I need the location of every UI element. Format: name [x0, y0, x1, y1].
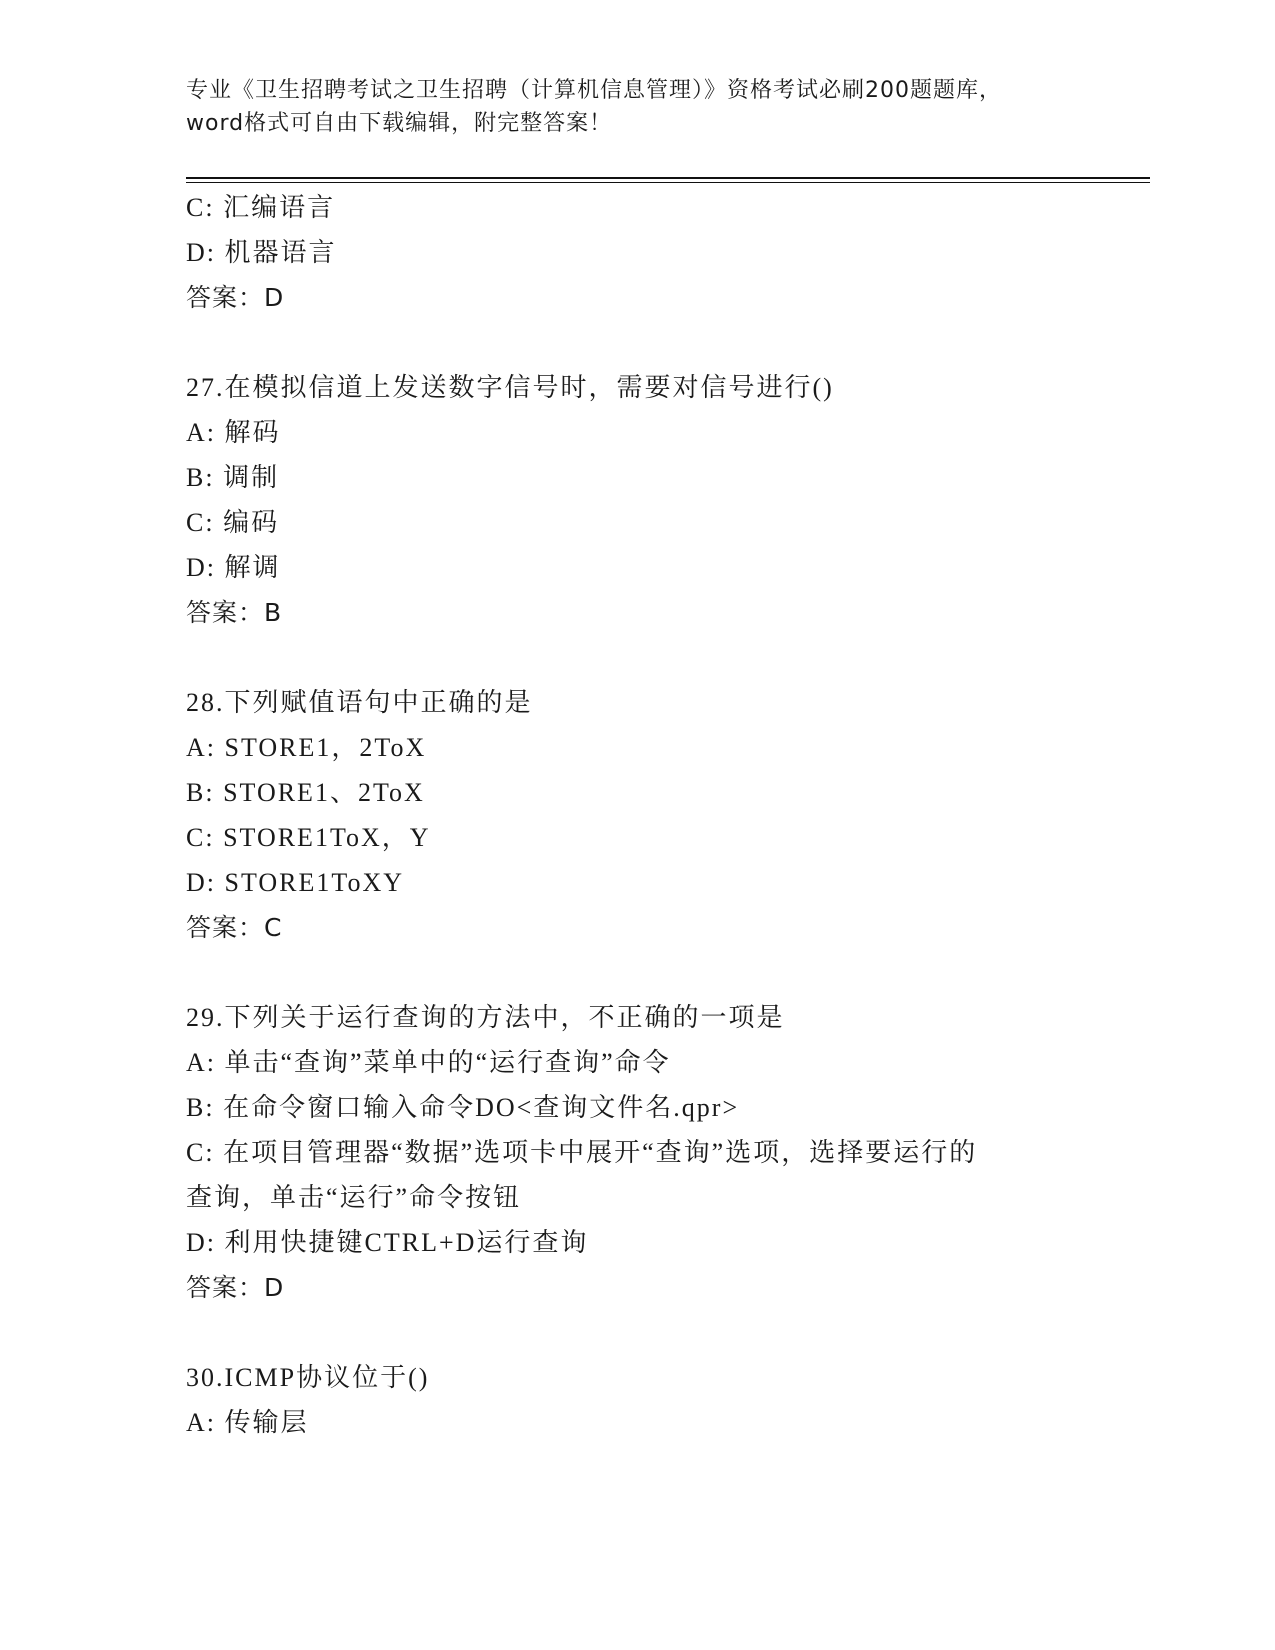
question-29-stem: 29.下列关于运行查询的方法中，不正确的一项是: [186, 1003, 785, 1032]
header-divider-thin: [186, 182, 1150, 183]
question-27-stem: 27.在模拟信道上发送数字信号时，需要对信号进行(): [186, 373, 834, 402]
question-28-option-b: B: STORE1、2ToX: [186, 778, 425, 807]
answer: 答案：D: [186, 283, 285, 312]
option-c: C: 汇编语言: [186, 193, 336, 222]
question-29-option-c-continued: 查询，单击“运行”命令按钮: [186, 1183, 522, 1212]
question-29-option-d: D: 利用快捷键CTRL+D运行查询: [186, 1228, 589, 1257]
question-27-option-c: C: 编码: [186, 508, 280, 537]
question-27-answer: 答案：B: [186, 598, 283, 627]
question-28-option-d: D: STORE1ToXY: [186, 868, 404, 897]
header-title-line-2: word格式可自由下载编辑，附完整答案！: [186, 111, 613, 136]
question-29-answer: 答案：D: [186, 1273, 285, 1302]
question-29-option-a: A: 单击“查询”菜单中的“运行查询”命令: [186, 1048, 671, 1077]
option-d: D: 机器语言: [186, 238, 337, 267]
question-28-option-a: A: STORE1，2ToX: [186, 733, 427, 762]
question-29-option-c: C: 在项目管理器“数据”选项卡中展开“查询”选项，选择要运行的: [186, 1138, 978, 1167]
question-28-answer: 答案：C: [186, 913, 283, 942]
header-divider-thick: [186, 177, 1150, 179]
document-header: [186, 74, 1086, 140]
question-27-option-b: B: 调制: [186, 463, 280, 492]
question-27-option-a: A: 解码: [186, 418, 281, 447]
question-30-stem: 30.ICMP协议位于(): [186, 1363, 430, 1392]
question-28-stem: 28.下列赋值语句中正确的是: [186, 688, 533, 717]
question-29-option-b: B: 在命令窗口输入命令DO<查询文件名.qpr>: [186, 1093, 740, 1122]
header-title-line-1: 专业《卫生招聘考试之卫生招聘（计算机信息管理）》资格考试必刷200题题库，: [186, 78, 1002, 103]
question-30-option-a: A: 传输层: [186, 1408, 309, 1437]
question-27-option-d: D: 解调: [186, 553, 281, 582]
question-28-option-c: C: STORE1ToX，Y: [186, 823, 431, 852]
